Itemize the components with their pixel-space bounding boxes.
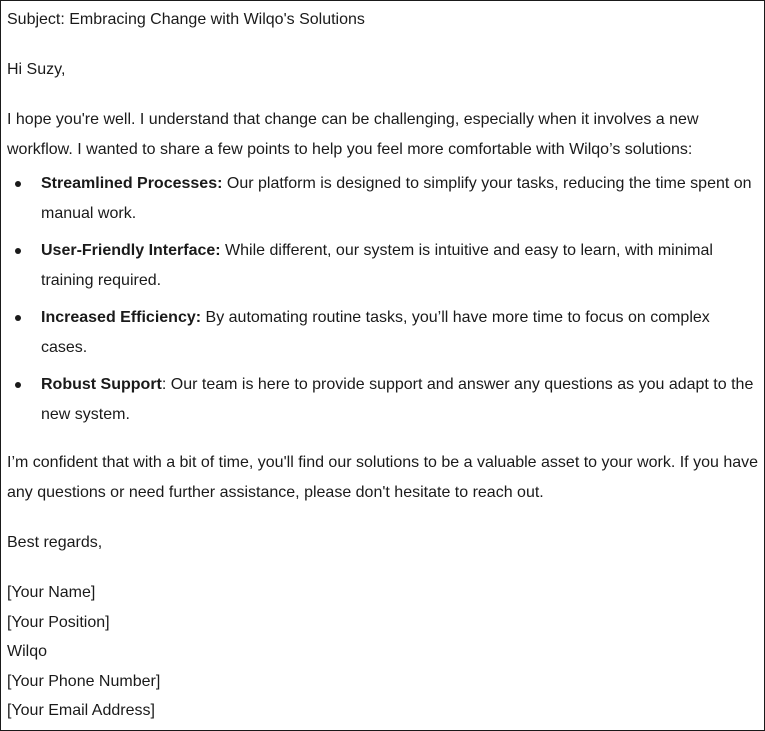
- signature-name: [Your Name]: [7, 584, 96, 601]
- signature-company: Wilqo: [7, 643, 48, 660]
- bullet-icon: [15, 248, 21, 254]
- signature-phone: [Your Phone Number]: [7, 672, 161, 690]
- email-closing: I’m confident that with a bit of time, you'll find our solutions to be a valuable asset to your work. If you have any questions or need further assistance, please don't hesitate to reach out.: [7, 454, 759, 501]
- point-term: Streamlined Processes:: [41, 175, 223, 192]
- point-text: By automating routine tasks, you’ll have more time to focus on complex cases.: [41, 309, 710, 356]
- list-item: [7, 169, 758, 229]
- point-text: : Our team is here to provide support and answer any questions as you adapt to the new system.: [41, 376, 754, 423]
- point-term: Increased Efficiency:: [41, 309, 202, 326]
- point-text: While different, our system is intuitive and easy to learn, with minimal training required.: [41, 242, 713, 289]
- benefits-list: [7, 169, 758, 430]
- signature-position: [Your Position]: [7, 613, 110, 631]
- email-subject: Subject: Embracing Change with Wilqo's Solutions: [7, 11, 365, 28]
- bullet-icon: [15, 382, 21, 388]
- list-item: [7, 236, 758, 296]
- email-signature: [7, 578, 758, 726]
- email-intro: I hope you're well. I understand that change can be challenging, especially when it involves a new workflow. I wanted to share a few points to help you feel more comfortable with Wilqo’s solutions:: [7, 111, 699, 158]
- point-term: User-Friendly Interface:: [41, 242, 221, 259]
- point-text: Our platform is designed to simplify your tasks, reducing the time spent on manual work.: [41, 175, 752, 222]
- signature-email: [Your Email Address]: [7, 702, 155, 719]
- bullet-icon: [15, 315, 21, 321]
- point-term: Robust Support: [41, 376, 162, 393]
- list-item: [7, 370, 758, 430]
- list-item: [7, 303, 758, 363]
- email-sign-off: Best regards,: [7, 534, 103, 551]
- bullet-icon: [15, 181, 21, 187]
- email-greeting: Hi Suzy,: [7, 61, 66, 78]
